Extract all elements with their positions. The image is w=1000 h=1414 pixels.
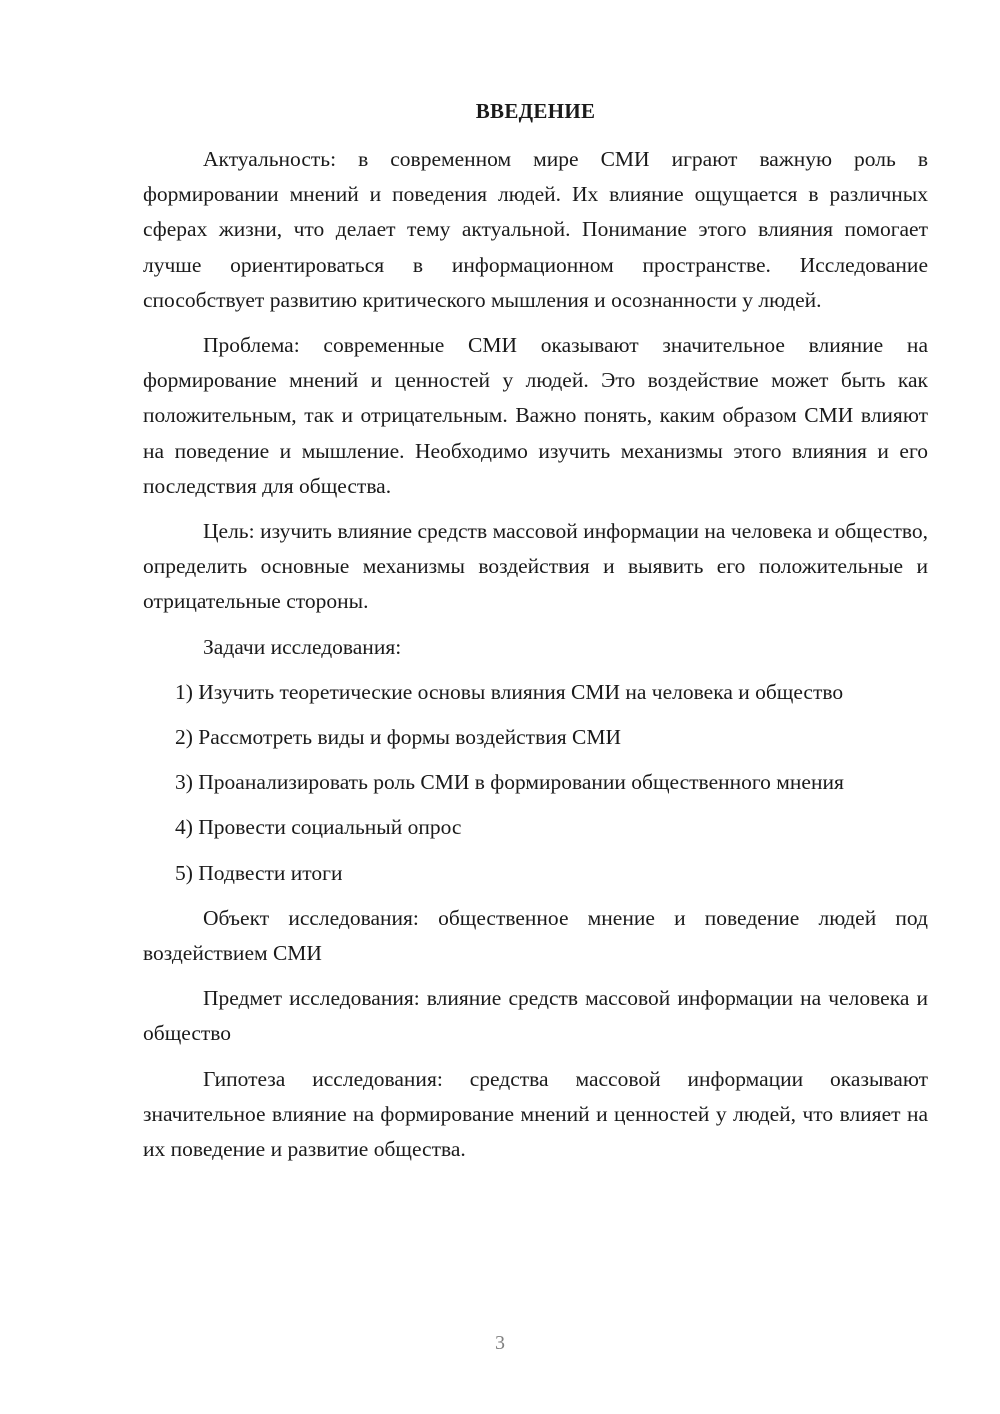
page-content (143, 94, 928, 1167)
paragraph-problem: Проблема: современные СМИ оказывают значительное влияние на формирование мнений и ценностей у людей. Это воздействие может быть как положительным, так и отрицательным. Важно понять, каким образом СМИ влияют на поведение и мышление. Необходимо изучить механизмы этого влияния и его последствия для общества. (143, 333, 928, 498)
page-title: ВВЕДЕНИЕ (475, 99, 596, 123)
paragraph-subject: Предмет исследования: влияние средств массовой информации на человека и общество (143, 986, 928, 1046)
paragraph-goal: Цель: изучить влияние средств массовой информации на человека и общество, определить основные механизмы воздействия и выявить его положительные и отрицательные стороны. (143, 519, 928, 614)
paragraph-object: Объект исследования: общественное мнение и поведение людей под воздействием СМИ (143, 905, 928, 966)
tasks-list (143, 675, 928, 891)
paragraph-hypothesis: Гипотеза исследования: средства массовой информации оказывают значительное влияние на формирование мнений и ценностей у людей, что влияет на их поведение и развитие общества. (143, 1066, 928, 1162)
task-item-3: 3) Проанализировать роль СМИ в формировании общественного мнения (175, 770, 844, 795)
task-item-1: 1) Изучить теоретические основы влияния СМИ на человека и общество (175, 679, 844, 704)
tasks-heading: Задачи исследования: (203, 634, 402, 659)
paragraph-relevance: Актуальность: в современном мире СМИ играют важную роль в формировании мнений и поведения людей. Их влияние ощущается в различных сферах жизни, что делает тему актуальной. Понимание этого влияния помогает лучше ориентироваться в информационном пространстве. Исследование способствует развитию критического мышления и осознанности у людей. (143, 147, 928, 312)
task-item-4: 4) Провести социальный опрос (175, 815, 462, 840)
task-item-2: 2) Рассмотреть виды и формы воздействия СМИ (175, 725, 621, 750)
task-item-5: 5) Подвести итоги (175, 860, 343, 885)
page-number: 3 (495, 1332, 505, 1354)
